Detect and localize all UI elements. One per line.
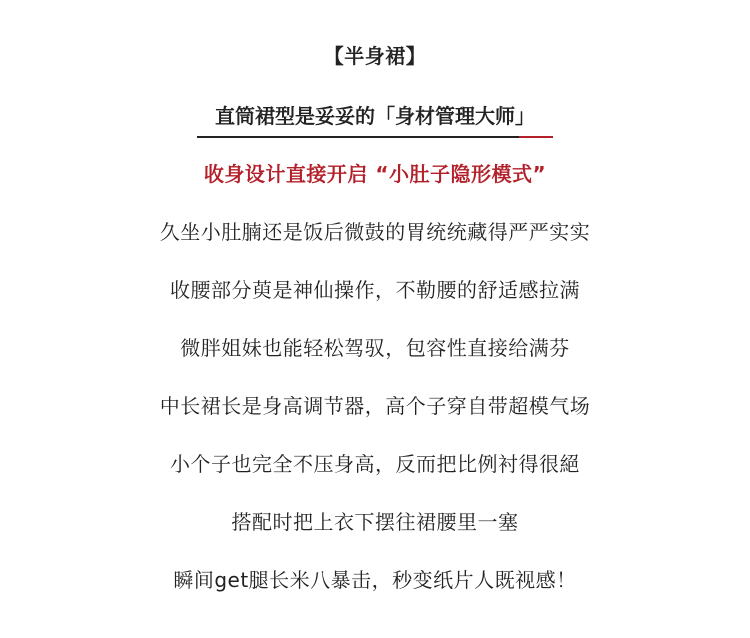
highlight-line: 收身设计直接开启 “小肚子隐形模式” — [203, 162, 547, 186]
body-line: 收腰部分萸是神仙操作，不勒腰的舒适感拉满 — [170, 278, 580, 302]
subtitle-block — [197, 102, 553, 140]
body-line: 搭配时把上衣下摆往裙腰里一塞 — [231, 510, 519, 534]
subtitle-text: 直筒裙型是妥妥的「身材管理大师」 — [215, 104, 535, 128]
subtitle-underline — [197, 136, 519, 138]
body-line: 微胖姐妹也能轻松驾驭，包容性直接给满芬 — [180, 336, 570, 360]
section-heading: 【半身裙】 — [323, 44, 427, 68]
subtitle-underline-accent — [519, 136, 553, 138]
body-line: 小个子也完全不压身高，反而把比例衬得很絕 — [170, 452, 580, 476]
body-line: 瞬间get腿长米八暴击，秒变纸片人既视感！ — [173, 568, 577, 592]
body-line: 久坐小肚腩还是饭后微鼓的胃统统藏得严严实实 — [159, 220, 591, 244]
body-line: 中长裙长是身高调节器，高个子穿自带超模气场 — [159, 394, 591, 418]
